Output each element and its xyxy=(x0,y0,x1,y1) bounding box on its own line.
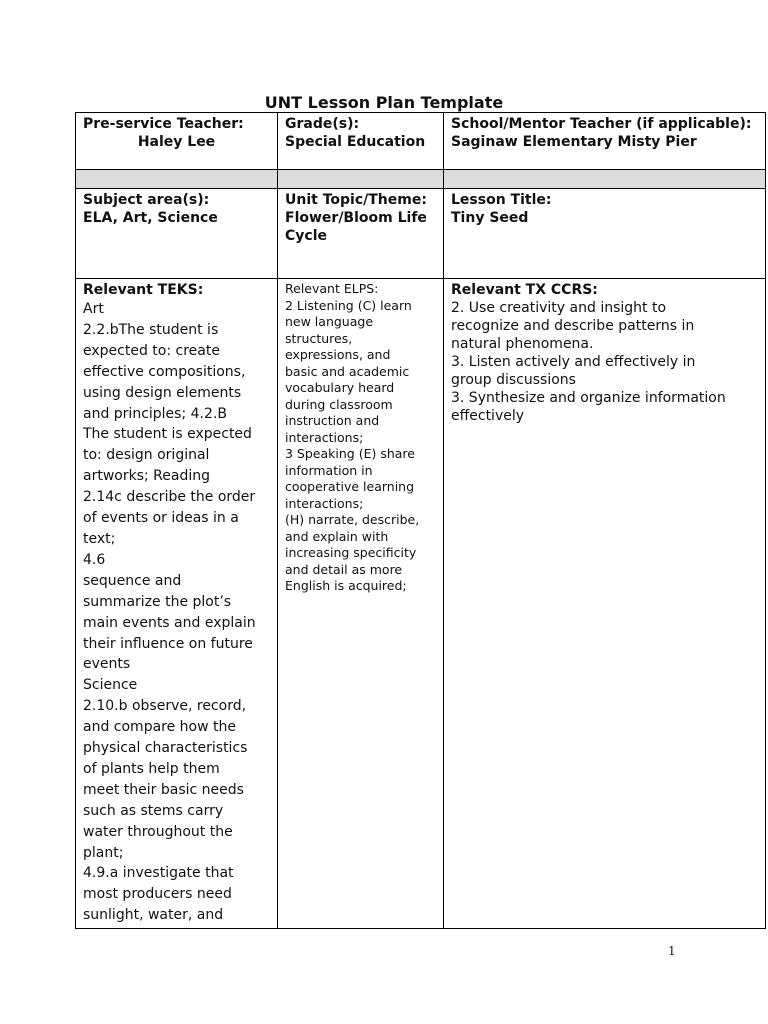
standard-line: interactions; xyxy=(285,495,364,511)
standard-line: instruction and xyxy=(285,413,380,428)
standard-line: meet their basic needs xyxy=(83,781,244,798)
standard-line: increasing specificity xyxy=(285,545,417,560)
standard-line: (H) narrate, describe, xyxy=(285,512,420,527)
standard-line: new language xyxy=(285,314,374,329)
school-value: Saginaw Elementary Misty Pier xyxy=(451,134,697,150)
lesson-cell xyxy=(444,189,766,279)
teks-cell xyxy=(76,279,278,929)
standard-line: water throughout the xyxy=(83,823,233,840)
standard-line: 2.14c describe the order xyxy=(83,489,256,506)
unit-cell xyxy=(278,189,444,279)
school-label: School/Mentor Teacher (if applicable): xyxy=(451,116,752,132)
grade-value: Special Education xyxy=(285,134,426,150)
page-number: 1 xyxy=(668,944,676,958)
lesson-label: Lesson Title: xyxy=(451,192,552,208)
standard-line: using design elements xyxy=(83,384,242,401)
standard-line: events xyxy=(83,656,131,673)
standard-line: such as stems carry xyxy=(83,802,224,819)
teacher-label: Pre-service Teacher: xyxy=(83,116,244,132)
unit-value: Flower/Bloom Life Cycle xyxy=(285,210,427,244)
spacer-cell xyxy=(278,170,444,189)
standard-line: information in xyxy=(285,462,373,478)
standard-line: their influence on future xyxy=(83,635,253,652)
teacher-cell xyxy=(76,113,278,170)
standard-line: summarize the plot’s xyxy=(83,593,232,610)
elps-label: Relevant ELPS: xyxy=(285,281,379,296)
unit-label: Unit Topic/Theme: xyxy=(285,192,427,208)
standard-line: The student is expected xyxy=(83,426,252,443)
standard-line: effective compositions, xyxy=(83,363,246,380)
standard-line: English is acquired; xyxy=(285,578,407,593)
teacher-name: Haley Lee xyxy=(137,134,216,150)
standard-line: 4.6 xyxy=(83,551,106,568)
standard-line: and principles; 4.2.B xyxy=(83,405,227,422)
standard-line: recognize and describe patterns in xyxy=(451,318,695,334)
standard-line: sequence and xyxy=(83,572,182,589)
lesson-value: Tiny Seed xyxy=(451,210,529,226)
standard-line: during classroom xyxy=(285,396,393,412)
standard-line: Art xyxy=(83,301,104,317)
standard-line: 2.2.bThe student is xyxy=(83,321,219,338)
standard-line: interactions; xyxy=(285,429,364,445)
teks-list xyxy=(83,299,270,926)
spacer-row xyxy=(76,170,766,189)
standard-line: 3. Listen actively and effectively in xyxy=(451,354,696,370)
standard-line: and compare how the xyxy=(83,719,236,736)
standard-line: physical characteristics xyxy=(83,740,248,757)
standard-line: text; xyxy=(83,530,116,547)
subject-label: Subject area(s): xyxy=(83,192,210,208)
standard-line: 3. Synthesize and organize information xyxy=(451,390,726,406)
lesson-plan-table xyxy=(75,112,766,929)
grade-label: Grade(s): xyxy=(285,116,360,132)
ccrs-cell xyxy=(444,279,766,929)
standard-line: effectively xyxy=(451,408,525,424)
subject-value: ELA, Art, Science xyxy=(83,210,218,226)
standard-line: and detail as more xyxy=(285,561,403,577)
header-row xyxy=(76,113,766,170)
standard-line: 2.10.b observe, record, xyxy=(83,698,247,715)
standard-line: plant; xyxy=(83,844,124,861)
standard-line: cooperative learning xyxy=(285,479,415,494)
standard-line: of events or ideas in a xyxy=(83,510,239,527)
standard-line: 4.9.a investigate that xyxy=(83,865,234,882)
standard-line: natural phenomena. xyxy=(451,336,594,352)
standard-line: sunlight, water, and xyxy=(83,907,224,924)
subject-row xyxy=(76,189,766,279)
elps-cell xyxy=(278,279,444,929)
page-title: UNT Lesson Plan Template xyxy=(264,93,504,112)
subject-cell xyxy=(76,189,278,279)
standard-line: 3 Speaking (E) share xyxy=(285,446,415,461)
standard-line: to: design original xyxy=(83,447,210,464)
standard-line: of plants help them xyxy=(83,760,220,777)
standard-line: basic and academic xyxy=(285,363,410,379)
standard-line: expressions, and xyxy=(285,347,391,362)
standard-line: main events and explain xyxy=(83,614,256,631)
standard-line: structures, xyxy=(285,330,353,346)
standard-line: expected to: create xyxy=(83,342,220,359)
standard-line: most producers need xyxy=(83,886,232,903)
ccrs-label: Relevant TX CCRS: xyxy=(451,282,598,298)
grade-cell xyxy=(278,113,444,170)
ccrs-list xyxy=(451,299,758,425)
standard-line: vocabulary heard xyxy=(285,380,395,395)
standard-line: and explain with xyxy=(285,528,389,544)
standard-line: Science xyxy=(83,677,138,694)
standard-line: 2. Use creativity and insight to xyxy=(451,300,667,316)
spacer-cell xyxy=(76,170,278,189)
teks-label: Relevant TEKS: xyxy=(83,282,204,298)
standard-line: artworks; Reading xyxy=(83,468,210,485)
standard-line: 2 Listening (C) learn xyxy=(285,297,412,313)
elps-list xyxy=(285,298,436,595)
standards-row xyxy=(76,279,766,929)
school-cell xyxy=(444,113,766,170)
standard-line: group discussions xyxy=(451,372,576,388)
spacer-cell xyxy=(444,170,766,189)
